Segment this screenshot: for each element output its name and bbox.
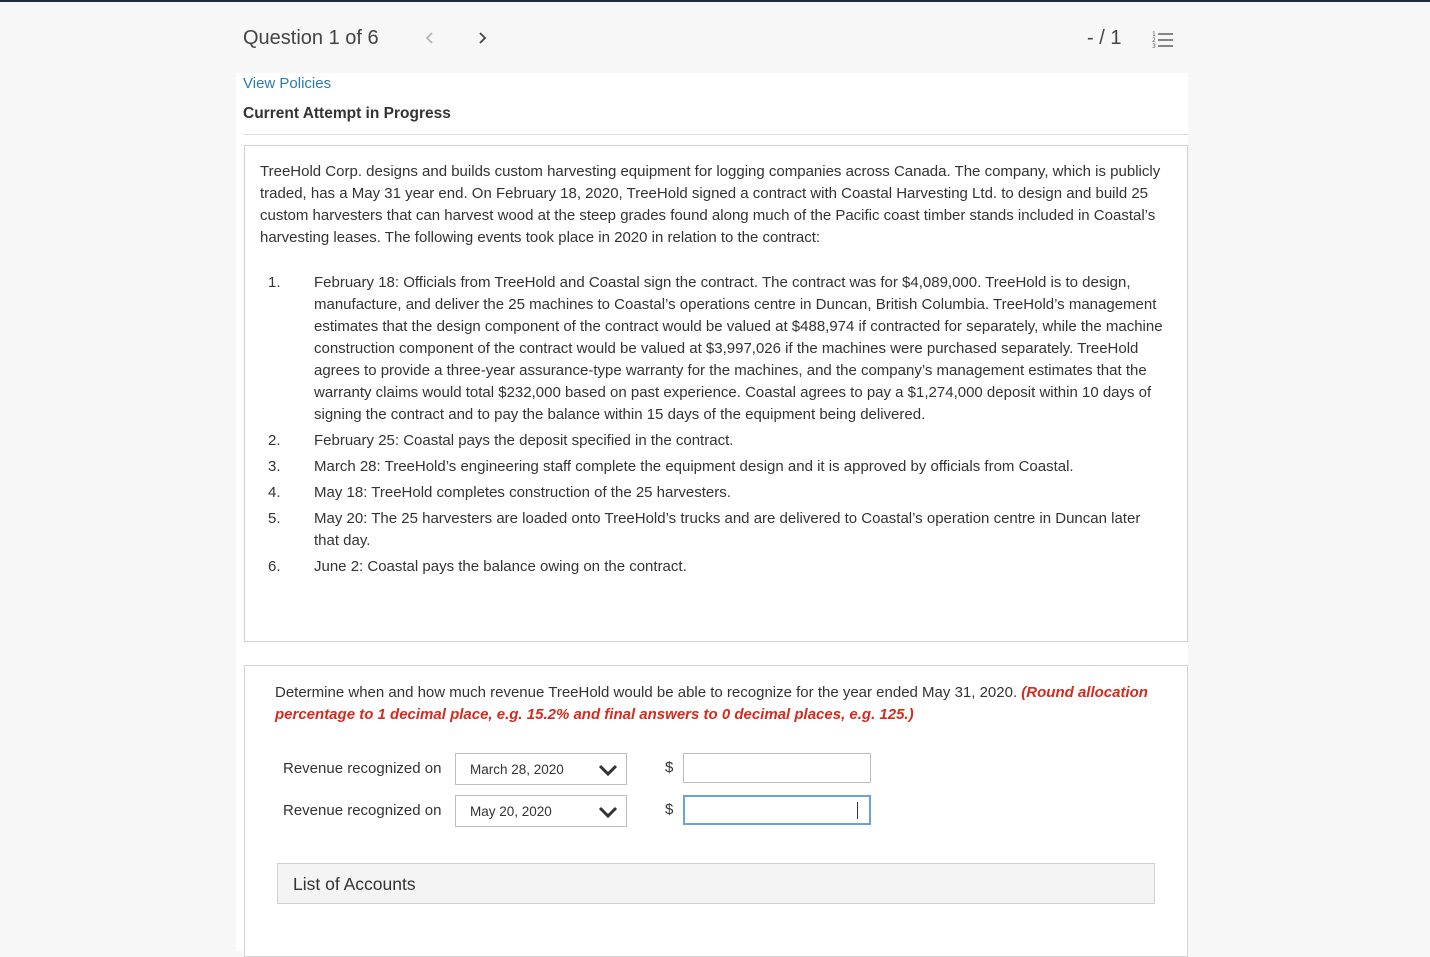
question-list-button[interactable] — [1152, 30, 1174, 50]
rounding-instruction: (Round allocation percentage to 1 decimal place, e.g. 15.2% and final answers to 0 decimal places, e.g. 125.) — [275, 684, 1148, 723]
chevron-left-icon — [424, 31, 436, 45]
view-policies-link[interactable]: View Policies — [243, 75, 332, 92]
question-prompt — [275, 682, 1155, 726]
attempt-status: Current Attempt in Progress — [243, 105, 451, 122]
revenue-row-1 — [283, 753, 883, 785]
list-item — [260, 508, 1165, 552]
revenue-row-label: Revenue recognized on — [283, 760, 442, 777]
list-item-number: 1. — [268, 274, 281, 291]
problem-intro: TreeHold Corp. designs and builds custom harvesting equipment for logging companies across Canada. The company, which is publicly traded, has a May 31 year end. On February 18, 2020, TreeHold signed a contract with Coastal Harvesting Ltd. to design and build 25 custom harvesters that can harvest wood at the steep grades found along much of the Pacific coast timber stands included in Coastal’s harvesting leases. The following events took place in 2020 in relation to the contract: — [260, 163, 1161, 246]
question-header — [0, 2, 1430, 73]
chevron-down-icon — [598, 763, 618, 777]
question-panel — [244, 665, 1188, 957]
amount-input-1[interactable] — [683, 753, 871, 783]
list-item-text: May 20: The 25 harvesters are loaded onto TreeHold’s trucks and are delivered to Coastal’s operation centre in Duncan later that day. — [314, 510, 1141, 549]
score-display: - / 1 — [1087, 27, 1122, 49]
date-select-1[interactable] — [455, 753, 627, 785]
list-item — [260, 430, 1165, 452]
list-of-accounts-button[interactable] — [277, 863, 1155, 904]
currency-symbol: $ — [665, 801, 674, 818]
list-item-text: February 18: Officials from TreeHold and Coastal sign the contract. The contract was for $4,089,000. TreeHold is to design, manufacture, and deliver the 25 machines to Coastal’s operations centre in Duncan, British Columbia. TreeHold’s management estimates that the design component of the contract would be valued at $488,974 if contracted for separately, while the machine construction component of the contract would be valued at $3,997,026 if the machines were purchased separately. TreeHold agrees to provide a three-year assurance-type warranty for the machines, and the company’s management estimates that the warranty claims would total $232,000 based on past experience. Coastal agrees to pay a $1,274,000 deposit within 10 days of signing the contract and to pay the balance within 15 days of the equipment being delivered. — [314, 274, 1163, 423]
svg-text:1: 1 — [1152, 31, 1156, 38]
svg-text:2: 2 — [1152, 37, 1156, 44]
list-item — [260, 456, 1165, 478]
problem-statement — [244, 145, 1188, 642]
date-select-value: March 28, 2020 — [470, 762, 564, 777]
amount-input-2[interactable] — [683, 795, 871, 825]
list-item-number: 6. — [268, 558, 281, 575]
list-item-text: February 25: Coastal pays the deposit specified in the contract. — [314, 432, 734, 449]
event-list — [260, 272, 1165, 582]
chevron-right-icon — [476, 31, 488, 45]
chevron-down-icon — [598, 805, 618, 819]
list-item-text: May 18: TreeHold completes construction of the 25 harvesters. — [314, 484, 731, 501]
list-item — [260, 556, 1165, 578]
list-item — [260, 482, 1165, 504]
list-item-number: 4. — [268, 484, 281, 501]
date-select-2[interactable] — [455, 795, 627, 827]
revenue-row-label: Revenue recognized on — [283, 802, 442, 819]
question-counter: Question 1 of 6 — [243, 27, 379, 49]
prompt-text: Determine when and how much revenue TreeHold would be able to recognize for the year ended May 31, 2020. — [275, 684, 1018, 701]
divider — [243, 134, 1188, 135]
numbered-list-icon — [1152, 30, 1174, 50]
text-cursor — [857, 802, 858, 819]
list-item-number: 3. — [268, 458, 281, 475]
previous-question-button[interactable] — [420, 26, 440, 52]
list-item-text: June 2: Coastal pays the balance owing on the contract. — [314, 558, 687, 575]
list-item-text: March 28: TreeHold’s engineering staff complete the equipment design and it is approved by officials from Coastal. — [314, 458, 1074, 475]
revenue-row-2 — [283, 795, 883, 827]
currency-symbol: $ — [665, 759, 674, 776]
list-item — [260, 272, 1165, 426]
list-of-accounts-label: List of Accounts — [293, 874, 416, 894]
list-item-number: 2. — [268, 432, 281, 449]
date-select-value: May 20, 2020 — [470, 804, 552, 819]
next-question-button[interactable] — [472, 26, 492, 52]
svg-text:3: 3 — [1152, 43, 1156, 50]
list-item-number: 5. — [268, 510, 281, 527]
